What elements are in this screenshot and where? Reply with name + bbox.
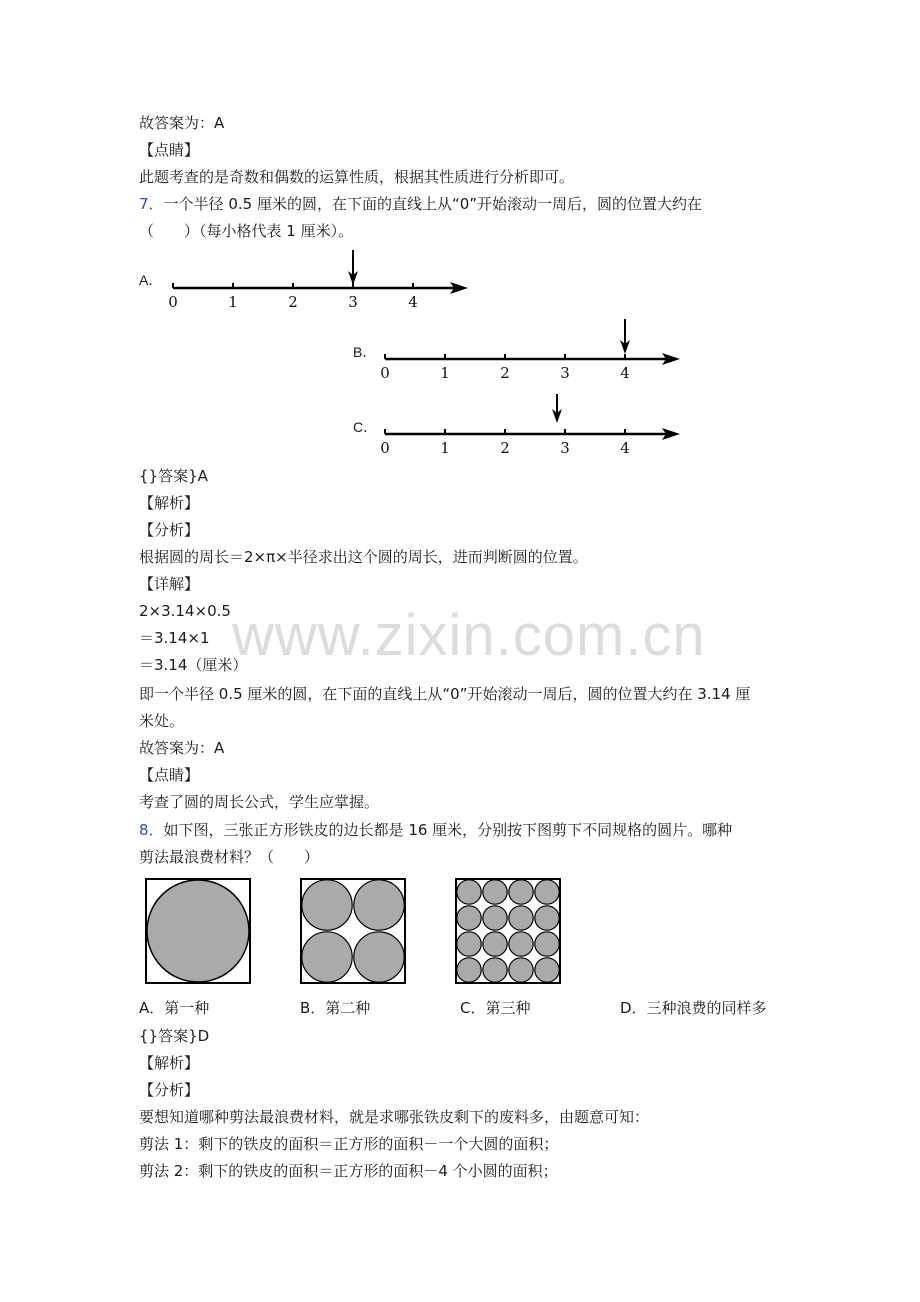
- question-7: [139, 194, 702, 214]
- paragraph: 根据圆的周长＝2×π×半径求出这个圆的周长，进而判断圆的位置。: [139, 548, 588, 566]
- choice-b: B．第二种: [300, 999, 371, 1017]
- question-7-cont: （ ）（每小格代表 1 厘米）。: [139, 222, 354, 240]
- option-label-a: A．: [139, 272, 163, 288]
- answer-line: {}答案}A: [139, 467, 208, 485]
- circle-piece: [457, 880, 481, 904]
- question-8: [139, 820, 732, 840]
- tick-label: 0: [380, 364, 390, 382]
- circle-piece: [509, 906, 533, 930]
- circle-piece: [535, 906, 559, 930]
- tick-label: 2: [500, 364, 510, 382]
- tick-label: 2: [500, 439, 510, 457]
- tick-label: 4: [408, 293, 418, 311]
- paragraph: 考查了圆的周长公式，学生应掌握。: [139, 793, 380, 811]
- number-line-b: [382, 318, 682, 388]
- choice-c: C．第三种: [460, 999, 531, 1017]
- tick-label: 1: [228, 293, 238, 311]
- tick-label: 3: [348, 293, 358, 311]
- section-heading: 【分析】: [139, 521, 200, 539]
- tick-label: 0: [380, 439, 390, 457]
- circle-piece: [457, 906, 481, 930]
- circle-piece: [535, 958, 559, 982]
- answer-line: {}答案}D: [139, 1027, 210, 1045]
- section-heading: 【解析】: [139, 494, 200, 512]
- figure-four-circles: [300, 878, 406, 984]
- paragraph: 米处。: [139, 712, 185, 730]
- calc-line: 2×3.14×0.5: [139, 602, 231, 620]
- circle-piece: [535, 932, 559, 956]
- question-number: 8．: [139, 821, 164, 839]
- section-heading: 【点睛】: [139, 766, 200, 784]
- choice-d: D．三种浪费的同样多: [620, 999, 767, 1017]
- tick-label: 2: [288, 293, 298, 311]
- section-heading: 【分析】: [139, 1081, 200, 1099]
- circle-piece: [457, 932, 481, 956]
- answer-line: 故答案为：A: [139, 739, 225, 757]
- tick-label: 1: [440, 364, 450, 382]
- question-text: 一个半径 0.5 厘米的圆，在下面的直线上从“0”开始滚动一周后，圆的位置大约在: [163, 195, 703, 213]
- circle-piece: [509, 880, 533, 904]
- calc-line: ＝3.14（厘米）: [139, 656, 248, 674]
- circle-piece: [483, 932, 507, 956]
- tick-label: 1: [440, 439, 450, 457]
- figure-one-large-circle: [145, 878, 251, 984]
- question-text: 如下图，三张正方形铁皮的边长都是 16 厘米，分别按下图剪下不同规格的圆片。哪种: [163, 821, 733, 839]
- option-label-c: C．: [353, 419, 378, 435]
- figure-sixteen-circles: [455, 878, 561, 984]
- paragraph: 即一个半径 0.5 厘米的圆，在下面的直线上从“0”开始滚动一周后，圆的位置大约在 3.14 厘: [139, 685, 751, 703]
- number-line-a: [170, 247, 470, 317]
- option-label-b: B．: [353, 344, 377, 360]
- tick-label: 3: [560, 439, 570, 457]
- circle-piece: [483, 880, 507, 904]
- circle-piece: [509, 932, 533, 956]
- section-heading: 【点睛】: [139, 141, 200, 159]
- circle-piece: [302, 932, 352, 982]
- tick-label: 4: [620, 364, 630, 382]
- answer-line: 故答案为：A: [139, 114, 225, 132]
- tick-label: 0: [168, 293, 178, 311]
- choice-a: A．第一种: [139, 999, 210, 1017]
- calc-line: ＝3.14×1: [139, 629, 210, 647]
- question-number: 7．: [139, 195, 164, 213]
- circle-piece: [354, 880, 404, 930]
- circle-piece: [457, 958, 481, 982]
- circle-piece: [509, 958, 533, 982]
- circle-piece: [483, 958, 507, 982]
- tick-label: 3: [560, 364, 570, 382]
- question-8-cont: 剪法最浪费材料？（ ）: [139, 848, 320, 866]
- section-heading: 【解析】: [139, 1054, 200, 1072]
- section-heading: 【详解】: [139, 575, 200, 593]
- paragraph: 要想知道哪种剪法最浪费材料，就是求哪张铁皮剩下的废料多，由题意可知：: [139, 1108, 650, 1126]
- paragraph: 剪法 1：剩下的铁皮的面积＝正方形的面积－一个大圆的面积；: [139, 1135, 559, 1153]
- tick-label: 4: [620, 439, 630, 457]
- watermark: www.zixin.com.cn: [232, 603, 706, 668]
- circle-piece: [535, 880, 559, 904]
- circle-piece: [354, 932, 404, 982]
- circle-piece: [302, 880, 352, 930]
- paragraph: 剪法 2：剩下的铁皮的面积＝正方形的面积－4 个小圆的面积；: [139, 1162, 558, 1180]
- paragraph: 此题考查的是奇数和偶数的运算性质，根据其性质进行分析即可。: [139, 168, 575, 186]
- circle-piece: [483, 906, 507, 930]
- number-line-c: [382, 393, 682, 463]
